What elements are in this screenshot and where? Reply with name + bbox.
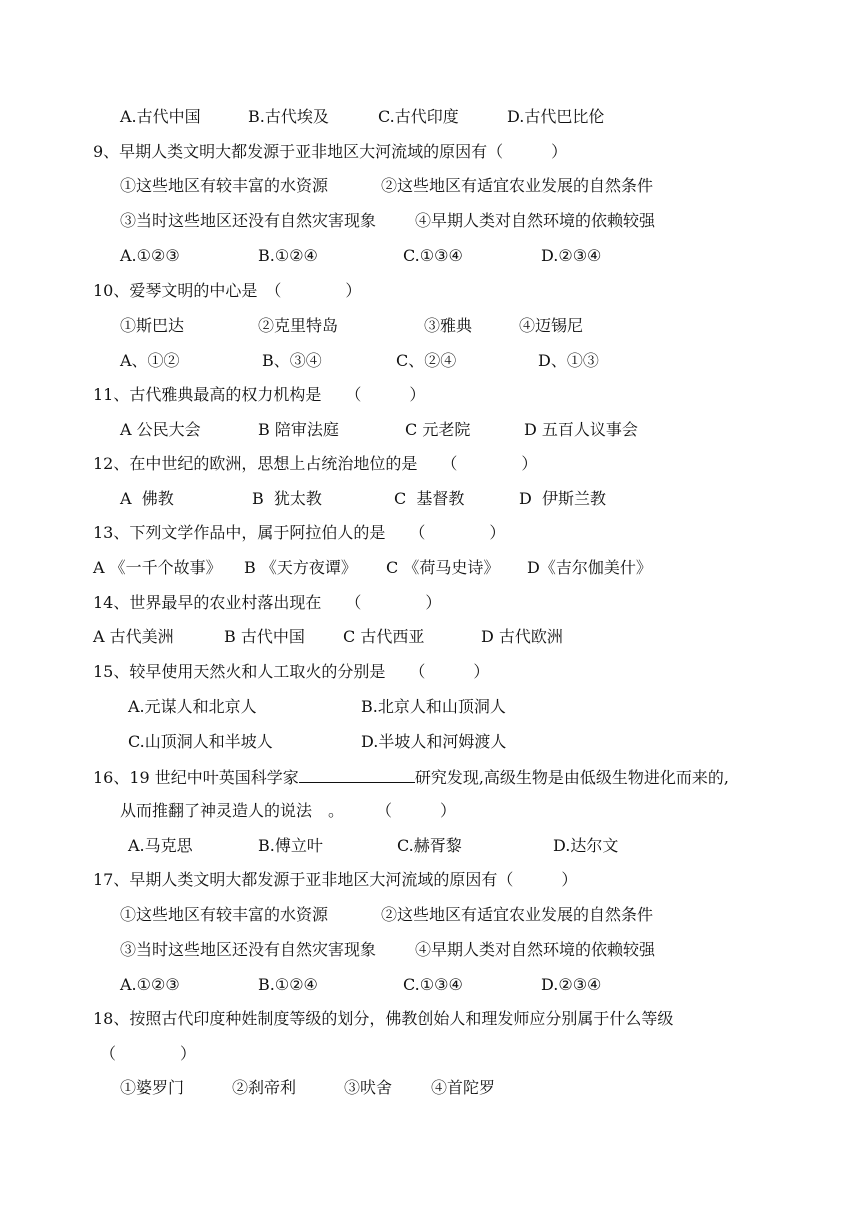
option-a: A、①② — [120, 351, 180, 370]
option-b: B.北京人和山顶洞人 — [361, 697, 506, 716]
option-a: A 古代美洲 — [93, 627, 174, 646]
option-c: C 《荷马史诗》 — [386, 558, 500, 577]
statement-1: ①婆罗门 — [120, 1078, 185, 1097]
statement-4: ④早期人类对自然环境的依赖较强 — [415, 940, 656, 959]
option-b: B.古代埃及 — [248, 107, 329, 126]
statement-3: ③当时这些地区还没有自然灾害现象 — [120, 211, 377, 230]
question-stem-line-2: 从而推翻了神灵造人的说法 。 （ ） — [120, 801, 457, 820]
question-stem: 10、爱琴文明的中心是 （ ） — [93, 281, 362, 300]
question-stem — [93, 765, 729, 789]
question-stem-line-2: （ ） — [100, 1044, 197, 1063]
statement-2: ②刹帝利 — [232, 1078, 297, 1097]
statement-4: ④首陀罗 — [431, 1078, 496, 1097]
stem-before-blank: 16、19 世纪中叶英国科学家 — [93, 768, 299, 787]
option-c: C 古代西亚 — [343, 627, 425, 646]
statement-2: ②这些地区有适宜农业发展的自然条件 — [381, 176, 654, 195]
statement-4: ④迈锡尼 — [519, 316, 584, 335]
statement-2: ②这些地区有适宜农业发展的自然条件 — [381, 905, 654, 924]
option-a: A.元谋人和北京人 — [128, 697, 257, 716]
option-d: D 五百人议事会 — [524, 420, 638, 439]
option-c: C 元老院 — [405, 420, 471, 439]
option-b: B.①②④ — [258, 246, 318, 265]
question-stem: 9、早期人类文明大都发源于亚非地区大河流域的原因有（ ） — [93, 142, 568, 161]
statement-3: ③当时这些地区还没有自然灾害现象 — [120, 940, 377, 959]
question-stem: 13、下列文学作品中，属于阿拉伯人的是 （ ） — [93, 523, 506, 542]
option-d: D 伊斯兰教 — [519, 489, 607, 508]
statement-3: ③雅典 — [424, 316, 473, 335]
option-d: D、①③ — [538, 351, 599, 370]
option-c: C.古代印度 — [378, 107, 459, 126]
option-d: D.半坡人和河姆渡人 — [361, 732, 507, 751]
option-c: C、②④ — [396, 351, 457, 370]
option-d: D 古代欧洲 — [481, 627, 563, 646]
option-c: C.①③④ — [403, 246, 463, 265]
option-a: A.①②③ — [120, 975, 180, 994]
question-stem: 18、按照古代印度种姓制度等级的划分，佛教创始人和理发师应分别属于什么等级 — [93, 1009, 674, 1028]
statement-2: ②克里特岛 — [258, 316, 339, 335]
option-d: D.达尔文 — [553, 836, 619, 855]
statement-3: ③吠舍 — [344, 1078, 393, 1097]
option-c: C 基督教 — [394, 489, 465, 508]
option-c: C.山顶洞人和半坡人 — [128, 732, 273, 751]
option-c: C.赫胥黎 — [397, 836, 462, 855]
option-a: A 公民大会 — [120, 420, 201, 439]
statement-1: ①这些地区有较丰富的水资源 — [120, 905, 329, 924]
option-b: B 古代中国 — [224, 627, 305, 646]
statement-1: ①这些地区有较丰富的水资源 — [120, 176, 329, 195]
option-a: A.①②③ — [120, 246, 180, 265]
statement-4: ④早期人类对自然环境的依赖较强 — [415, 211, 656, 230]
question-stem: 12、在中世纪的欧洲，思想上占统治地位的是 （ ） — [93, 454, 538, 473]
option-c: C.①③④ — [403, 975, 463, 994]
option-a: A 《一千个故事》 — [93, 558, 222, 577]
option-d: D.古代巴比伦 — [507, 107, 605, 126]
question-stem: 14、世界最早的农业村落出现在 （ ） — [93, 593, 442, 612]
option-a: A 佛教 — [120, 489, 174, 508]
stem-after-blank: 研究发现,高级生物是由低级生物进化而来的, — [414, 768, 729, 787]
question-stem: 15、较早使用天然火和人工取火的分别是 （ ） — [93, 662, 490, 681]
answer-blank — [299, 765, 415, 783]
option-a: A.马克思 — [128, 836, 193, 855]
question-stem: 11、古代雅典最高的权力机构是 （ ） — [93, 385, 426, 404]
option-b: B、③④ — [262, 351, 322, 370]
question-stem: 17、早期人类文明大都发源于亚非地区大河流域的原因有（ ） — [93, 870, 578, 889]
option-d: D.②③④ — [541, 246, 602, 265]
option-b: B 陪审法庭 — [258, 420, 339, 439]
option-a: A.古代中国 — [120, 107, 201, 126]
statement-1: ①斯巴达 — [120, 316, 185, 335]
option-b: B 《天方夜谭》 — [244, 558, 357, 577]
option-b: B.傅立叶 — [258, 836, 323, 855]
option-b: B.①②④ — [258, 975, 318, 994]
option-b: B 犹太教 — [252, 489, 322, 508]
option-d: D.②③④ — [541, 975, 602, 994]
option-d: D《吉尔伽美什》 — [527, 558, 652, 577]
